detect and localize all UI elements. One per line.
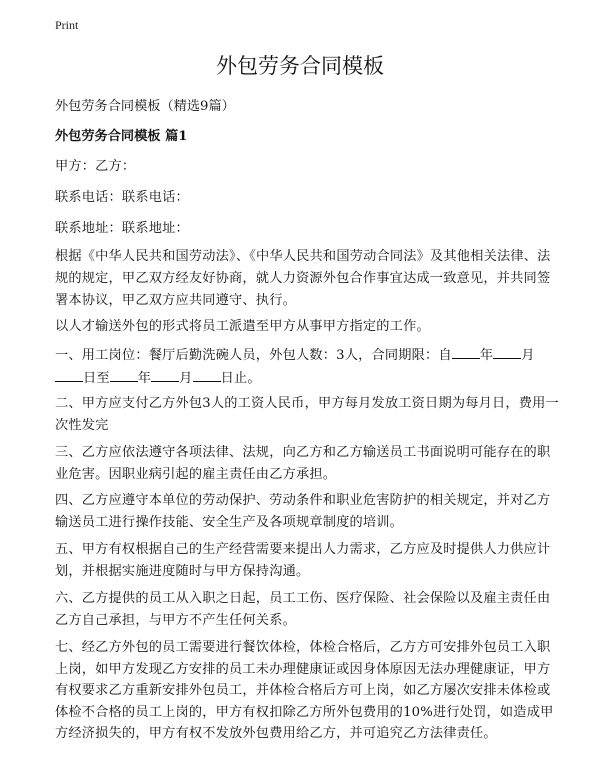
section-heading: 外包劳务合同模板 篇1 <box>55 129 188 144</box>
clause-4: 四、乙方应遵守本单位的劳动保护、劳动条件和职业危害防护的相关规定，并对乙方输送员工进行操作技能、安全生产及各项规章制度的培训。 <box>55 493 551 530</box>
address-line: 联系地址：联系地址： <box>55 221 189 236</box>
intro-paragraph-2: 以人才输送外包的形式将员工派遣至甲方从事甲方指定的工作。 <box>55 319 430 334</box>
year-end-blank <box>110 367 138 382</box>
day-end-blank <box>193 367 221 382</box>
print-link[interactable]: Print <box>55 18 79 32</box>
clause-7: 七、经乙方外包的员工需要进行餐饮体检，体检合格后，乙方方可安排外包员工入职上岗，如甲方发现乙方安排的员工未办理健康证或因身体原因无法办理健康证，甲方有权要求乙方重新安排外包员工，并体检合格后方可上岗，如乙方屡次安排未体检或体检不合格的员工上岗的，甲方有权扣除乙方所外包费用的10%进行处罚，如造成甲方经济损失的，甲方有权不发放外包费用给乙方，并可追究乙方法律责任。 <box>55 640 554 741</box>
document-subtitle: 外包劳务合同模板（精选9篇） <box>55 99 235 114</box>
year-label: 年 <box>479 348 494 363</box>
year-start-blank <box>452 344 480 359</box>
day-start-blank <box>55 367 83 382</box>
party-line: 甲方：乙方： <box>55 159 136 174</box>
document-title: 外包劳务合同模板 <box>216 54 384 78</box>
intro-paragraph: 根据《中华人民共和国劳动法》、《中华人民共和国劳动合同法》及其他相关法律、法规的规定，甲乙双方经友好协商，就人力资源外包合作事宜达成一致意见，并共同签署本协议，甲乙双方应共同遵守、执行。 <box>55 249 551 308</box>
clause-5: 五、甲方有权根据自己的生产经营需要来提出人力需求，乙方应及时提供人力供应计划，并根据实施进度随时与甲方保持沟通。 <box>55 542 551 579</box>
month-end-label: 月 <box>179 371 193 386</box>
day-end-label: 日止。 <box>220 371 261 386</box>
month-start-blank <box>493 344 521 359</box>
year-end-label: 年 <box>137 371 152 386</box>
clause-3: 三、乙方应依法遵守各项法律、法规，向乙方和乙方输送员工书面说明可能存在的职业危害。因职业病引起的雇主责任由乙方承担。 <box>55 445 551 482</box>
clause-1 <box>55 344 560 390</box>
clause-6: 六、乙方提供的员工从入职之日起，员工工伤、医疗保险、社会保险以及雇主责任由乙方自己承担，与甲方不产生任何关系。 <box>55 591 551 628</box>
phone-line: 联系电话：联系电话： <box>55 190 189 205</box>
month-label: 月 <box>521 348 535 363</box>
clause-1-text: 一、用工岗位：餐厅后勤洗碗人员，外包人数：3人，合同期限：自 <box>55 348 452 363</box>
month-end-blank <box>151 367 179 382</box>
day-to-label: 日至 <box>83 371 110 386</box>
clause-2: 二、甲方应支付乙方外包3人的工资人民币，甲方每月发放工资日期为每月日，费用一次性发完 <box>55 396 559 433</box>
